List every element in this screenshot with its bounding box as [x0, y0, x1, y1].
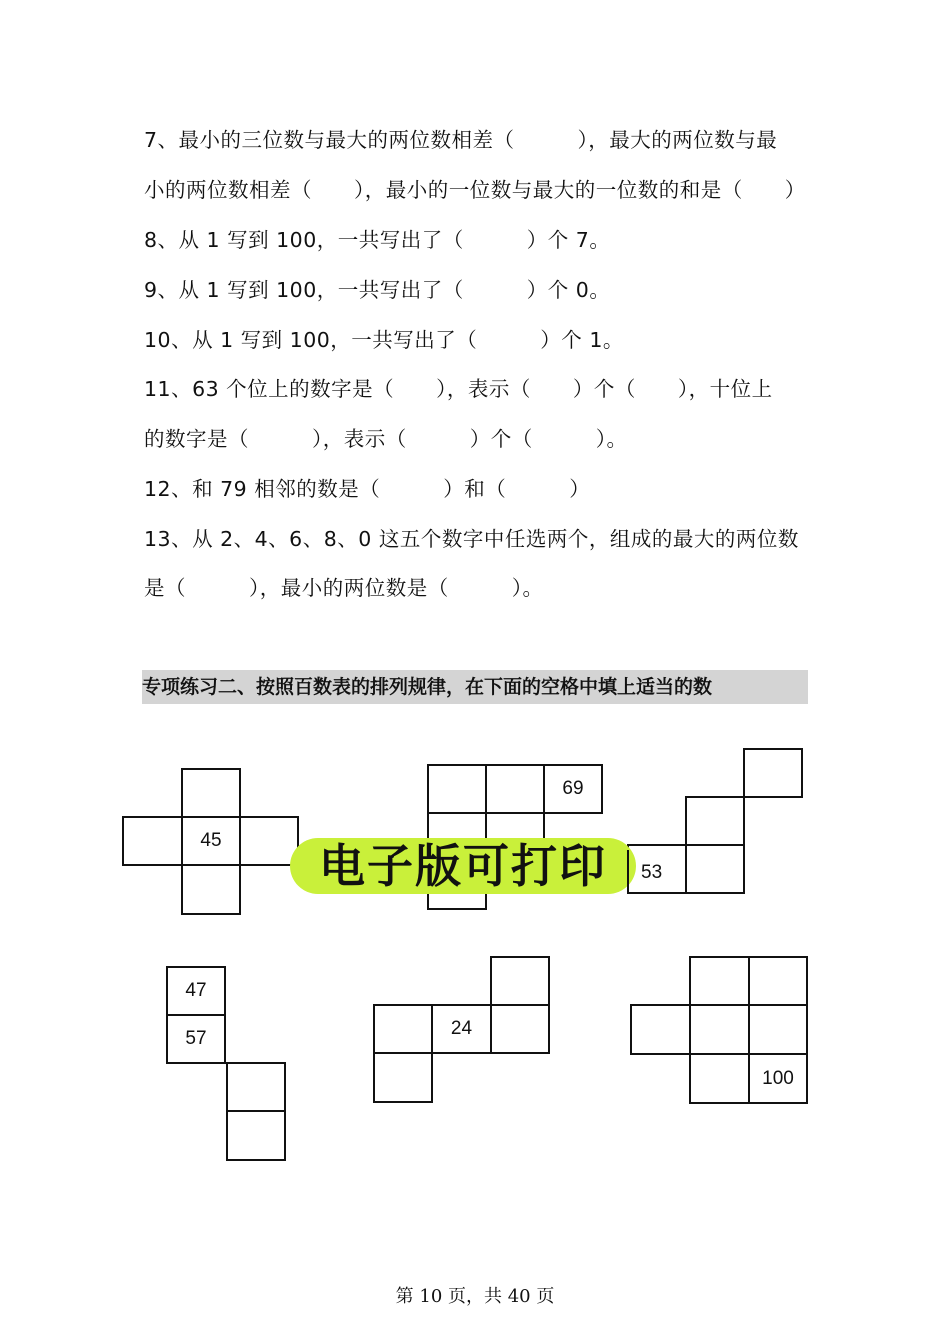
number-label: 57	[185, 1028, 207, 1049]
grid-cell[interactable]	[689, 1004, 750, 1055]
question-10: 10、从 1 写到 100，一共写出了（ ）个 1。	[144, 328, 624, 352]
grid-cell-given	[166, 966, 226, 1016]
question-11-line-1: 11、63 个位上的数字是（ ），表示（ ）个（ ），十位上	[144, 377, 773, 401]
question-7-line-2: 小的两位数相差（ ），最小的一位数与最大的一位数的和是（ ）	[144, 178, 806, 202]
grid-cell[interactable]	[226, 1062, 286, 1112]
question-13-line-1: 13、从 2、4、6、8、0 这五个数字中任选两个，组成的最大的两位数	[144, 527, 799, 551]
grid-cell[interactable]	[689, 956, 750, 1006]
grid-cell[interactable]	[685, 844, 745, 894]
number-label: 69	[562, 778, 584, 799]
grid-cell-given	[748, 1053, 808, 1104]
question-13-line-2: 是（ ），最小的两位数是（ ）。	[144, 576, 544, 600]
grid-cell[interactable]	[181, 768, 241, 818]
grid-cell-given	[166, 1014, 226, 1064]
grid-cell[interactable]	[226, 1110, 286, 1161]
number-label: 24	[450, 1018, 473, 1039]
grid-cell[interactable]	[490, 1004, 550, 1054]
grid-cell[interactable]	[485, 764, 545, 814]
number-label: 47	[185, 980, 207, 1001]
question-8: 8、从 1 写到 100，一共写出了（ ）个 7。	[144, 228, 611, 252]
grid-cell[interactable]	[748, 1004, 808, 1055]
grid-cell[interactable]	[630, 1004, 691, 1055]
printable-watermark: 电子版可打印	[290, 838, 636, 894]
number-label: 100	[762, 1067, 794, 1089]
grid-cell[interactable]	[685, 796, 745, 846]
section-heading: 专项练习二、按照百数表的排列规律，在下面的空格中填上适当的数	[142, 670, 808, 704]
number-label: 45	[200, 830, 222, 851]
grid-cell[interactable]	[689, 1053, 750, 1104]
grid-cell-given	[543, 764, 603, 814]
question-9: 9、从 1 写到 100，一共写出了（ ）个 0。	[144, 278, 611, 302]
grid-cell[interactable]	[373, 1052, 433, 1103]
grid-cell[interactable]	[490, 956, 550, 1006]
number-label: 53	[641, 862, 663, 883]
grid-cell[interactable]	[743, 748, 803, 798]
grid-cell[interactable]	[427, 764, 487, 814]
question-11-line-2: 的数字是（ ），表示（ ）个（ ）。	[144, 427, 628, 451]
grid-cell-given	[627, 850, 687, 894]
question-12: 12、和 79 相邻的数是（ ）和（ ）	[144, 477, 591, 501]
grid-cell-center	[181, 816, 241, 866]
page-footer: 第 10 页，共 40 页	[395, 1286, 555, 1307]
grid-cell[interactable]	[373, 1004, 433, 1054]
grid-cell[interactable]	[181, 864, 241, 915]
grid-cell[interactable]	[122, 816, 183, 866]
grid-cell[interactable]	[748, 956, 808, 1006]
question-7-line-1: 7、最小的三位数与最大的两位数相差（ ），最大的两位数与最	[144, 128, 778, 152]
grid-cell-given	[431, 1004, 492, 1054]
